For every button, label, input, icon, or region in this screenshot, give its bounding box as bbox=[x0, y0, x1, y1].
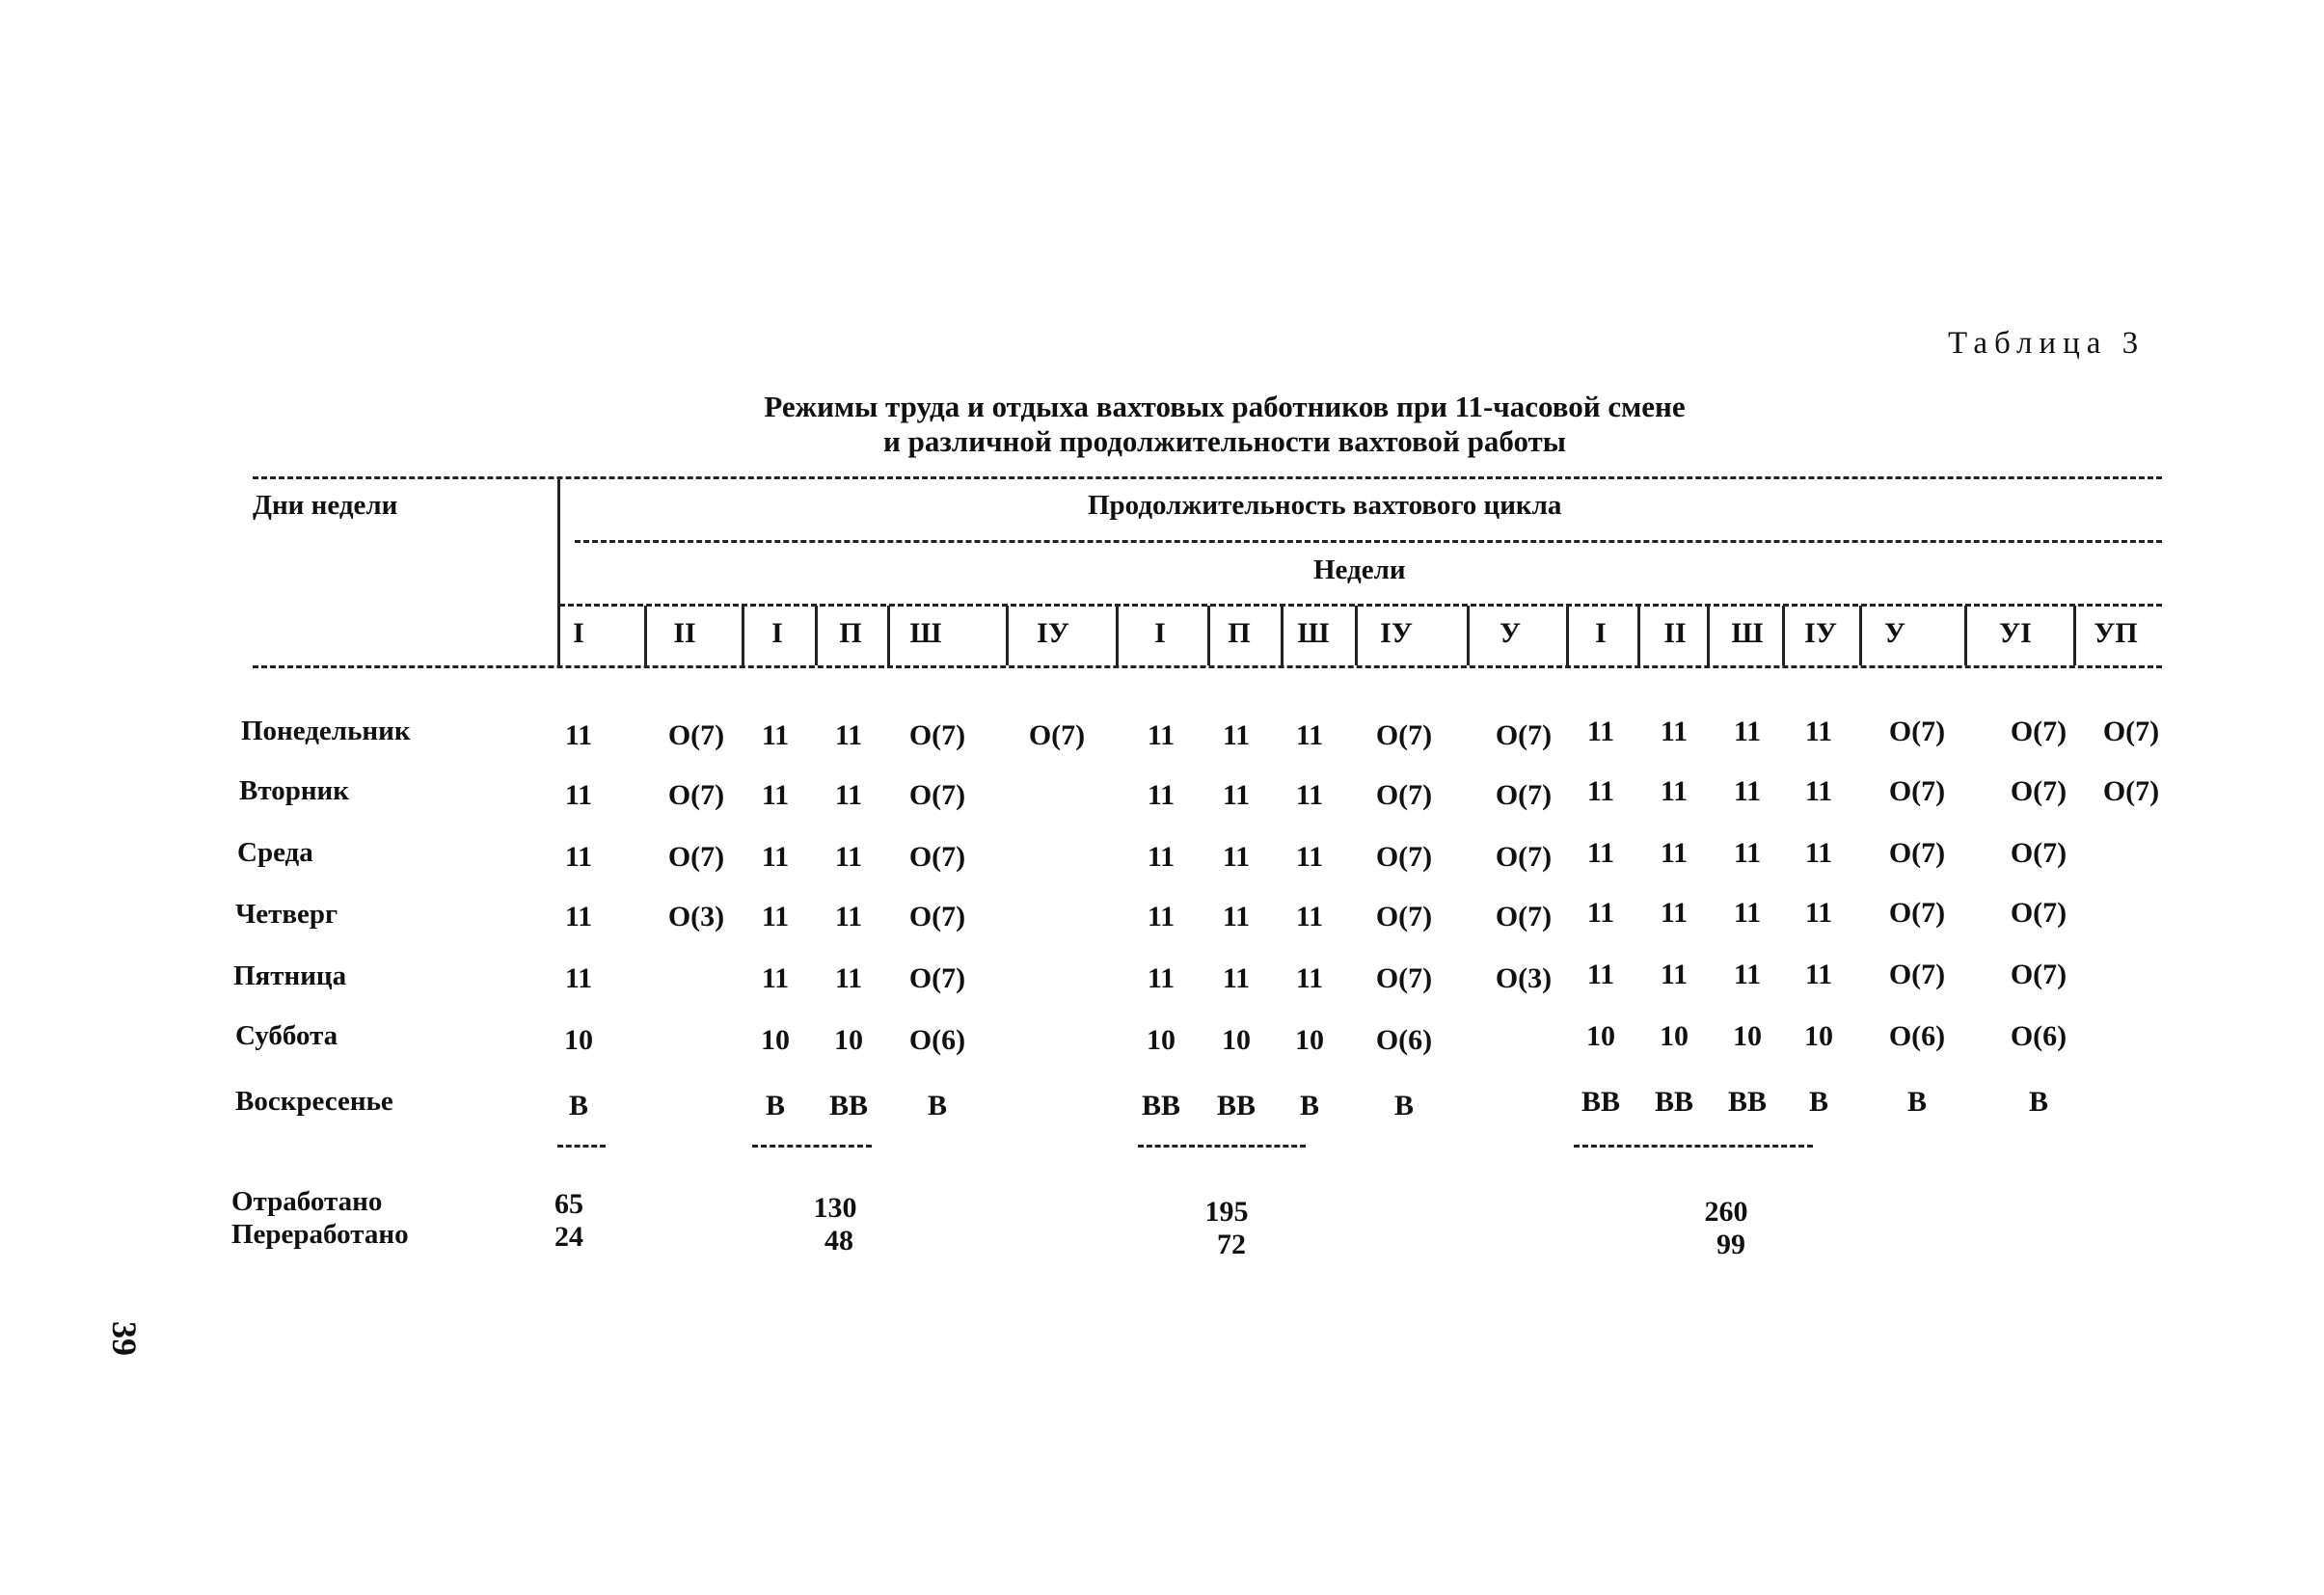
week-tick bbox=[1467, 606, 1470, 665]
schedule-cell: О(6) bbox=[1375, 1024, 1433, 1056]
schedule-cell: 10 bbox=[564, 1024, 593, 1056]
schedule-cell: 11 bbox=[834, 962, 863, 994]
schedule-cell: 11 bbox=[1295, 962, 1324, 994]
weeks-rule bbox=[559, 604, 2162, 607]
schedule-cell: ВВ bbox=[1141, 1090, 1181, 1122]
row-label-saturday: Суббота bbox=[235, 1020, 338, 1051]
schedule-cell: 11 bbox=[1733, 897, 1762, 929]
schedule-cell: 11 bbox=[1295, 719, 1324, 751]
schedule-cell: 11 bbox=[1147, 841, 1176, 873]
schedule-cell: О(7) bbox=[667, 779, 725, 811]
schedule-cell: О(7) bbox=[1028, 719, 1086, 751]
schedule-cell: 11 bbox=[761, 719, 790, 751]
schedule-cell: О(7) bbox=[1888, 775, 1946, 807]
schedule-cell: В bbox=[568, 1090, 588, 1122]
schedule-cell: О(7) bbox=[908, 962, 966, 994]
schedule-cell: 11 bbox=[1804, 897, 1833, 929]
schedule-cell: 11 bbox=[1295, 779, 1324, 811]
schedule-cell: О(6) bbox=[2010, 1020, 2067, 1052]
schedule-cell: 11 bbox=[1147, 719, 1176, 751]
schedule-cell: О(7) bbox=[1375, 779, 1433, 811]
weeks-header: Недели bbox=[1313, 554, 1406, 585]
schedule-cell: 11 bbox=[1733, 716, 1762, 747]
schedule-cell: В bbox=[1808, 1086, 1828, 1118]
schedule-cell: 10 bbox=[1147, 1024, 1176, 1056]
week-label-5: Ш bbox=[909, 617, 942, 649]
schedule-cell: 11 bbox=[1147, 779, 1176, 811]
week-label-13: II bbox=[1663, 617, 1687, 649]
cycle-underline bbox=[557, 1145, 606, 1148]
schedule-cell: 11 bbox=[1660, 716, 1689, 747]
cycle-underline bbox=[1138, 1145, 1306, 1148]
overtime-label: Переработано bbox=[231, 1219, 409, 1250]
schedule-cell: 10 bbox=[1222, 1024, 1251, 1056]
table-caption: Таблица 3 bbox=[1948, 326, 2146, 361]
week-tick bbox=[2073, 606, 2076, 665]
schedule-cell: 11 bbox=[1222, 779, 1251, 811]
week-label-12: I bbox=[1595, 617, 1607, 649]
schedule-cell: 11 bbox=[1222, 719, 1251, 751]
schedule-cell: О(7) bbox=[1495, 779, 1553, 811]
row-label-wednesday: Среда bbox=[237, 837, 313, 868]
schedule-cell: О(7) bbox=[908, 901, 966, 933]
week-label-17: УI bbox=[1999, 617, 2032, 649]
week-label-16: У bbox=[1883, 617, 1906, 649]
schedule-cell: 11 bbox=[761, 841, 790, 873]
worked-value: 260 bbox=[1704, 1196, 1748, 1228]
header-top-rule bbox=[253, 476, 2162, 479]
schedule-cell: 11 bbox=[564, 901, 593, 933]
overtime-value: 72 bbox=[1217, 1229, 1246, 1260]
schedule-cell: 11 bbox=[1586, 897, 1615, 929]
schedule-cell: 11 bbox=[761, 779, 790, 811]
row-label-monday: Понедельник bbox=[241, 716, 411, 746]
cycle-underline bbox=[752, 1145, 872, 1148]
schedule-cell: О(7) bbox=[908, 719, 966, 751]
schedule-cell: О(7) bbox=[667, 719, 725, 751]
row-label-sunday: Воскресенье bbox=[235, 1086, 393, 1117]
week-label-8: П bbox=[1228, 617, 1251, 649]
schedule-cell: 11 bbox=[761, 962, 790, 994]
schedule-cell: 11 bbox=[1660, 837, 1689, 869]
schedule-cell: 11 bbox=[834, 779, 863, 811]
worked-value: 195 bbox=[1204, 1196, 1249, 1228]
week-label-4: П bbox=[839, 617, 862, 649]
schedule-cell: 11 bbox=[761, 901, 790, 933]
week-label-18: УП bbox=[2094, 617, 2138, 649]
header-bottom-rule bbox=[253, 665, 2162, 668]
week-label-9: Ш bbox=[1297, 617, 1330, 649]
worked-label: Отработано bbox=[231, 1186, 383, 1217]
week-label-3: I bbox=[771, 617, 783, 649]
schedule-cell: ВВ bbox=[1216, 1090, 1257, 1122]
schedule-cell: 11 bbox=[1586, 775, 1615, 807]
schedule-cell: О(6) bbox=[908, 1024, 966, 1056]
overtime-value: 24 bbox=[554, 1221, 583, 1253]
schedule-cell: 11 bbox=[1660, 897, 1689, 929]
schedule-cell: 11 bbox=[1147, 901, 1176, 933]
schedule-cell: О(7) bbox=[1495, 719, 1553, 751]
schedule-cell: 11 bbox=[564, 719, 593, 751]
week-label-15: IУ bbox=[1804, 617, 1837, 649]
schedule-cell: О(7) bbox=[2102, 716, 2160, 747]
schedule-cell: О(3) bbox=[667, 901, 725, 933]
schedule-cell: О(6) bbox=[1888, 1020, 1946, 1052]
schedule-cell: О(7) bbox=[1375, 901, 1433, 933]
schedule-cell: 11 bbox=[834, 841, 863, 873]
week-label-14: Ш bbox=[1731, 617, 1764, 649]
schedule-cell: 11 bbox=[1660, 959, 1689, 990]
page-number: 39 bbox=[105, 1321, 144, 1356]
schedule-cell: 11 bbox=[1804, 837, 1833, 869]
schedule-cell: О(7) bbox=[2010, 775, 2067, 807]
schedule-cell: ВВ bbox=[1654, 1086, 1694, 1118]
schedule-cell: 11 bbox=[1147, 962, 1176, 994]
week-tick bbox=[1006, 606, 1009, 665]
overtime-value: 48 bbox=[824, 1225, 853, 1257]
schedule-cell: 11 bbox=[1733, 837, 1762, 869]
schedule-cell: О(7) bbox=[2102, 775, 2160, 807]
schedule-cell: 11 bbox=[1804, 716, 1833, 747]
schedule-cell: 11 bbox=[834, 719, 863, 751]
schedule-cell: О(3) bbox=[1495, 962, 1553, 994]
schedule-cell: О(7) bbox=[908, 779, 966, 811]
cycle-header: Продолжительность вахтового цикла bbox=[1088, 490, 1562, 521]
schedule-cell: О(7) bbox=[908, 841, 966, 873]
schedule-cell: 11 bbox=[1295, 901, 1324, 933]
week-label-11: У bbox=[1499, 617, 1522, 649]
schedule-cell: 10 bbox=[1586, 1020, 1615, 1052]
overtime-value: 99 bbox=[1716, 1229, 1745, 1260]
schedule-cell: О(7) bbox=[1888, 837, 1946, 869]
schedule-cell: О(7) bbox=[1375, 962, 1433, 994]
week-label-10: IУ bbox=[1380, 617, 1413, 649]
schedule-cell: 10 bbox=[834, 1024, 863, 1056]
schedule-cell: В bbox=[927, 1090, 947, 1122]
table-title-line-2: и различной продолжительности вахтовой работы bbox=[883, 424, 1566, 458]
cycle-underline bbox=[1574, 1145, 1813, 1148]
schedule-cell: ВВ bbox=[1581, 1086, 1621, 1118]
schedule-cell: 11 bbox=[1733, 959, 1762, 990]
schedule-cell: 11 bbox=[834, 901, 863, 933]
schedule-cell: О(7) bbox=[2010, 959, 2067, 990]
schedule-cell: 11 bbox=[564, 779, 593, 811]
days-header: Дни недели bbox=[253, 490, 398, 521]
schedule-cell: 11 bbox=[1222, 962, 1251, 994]
schedule-cell: О(7) bbox=[1888, 897, 1946, 929]
schedule-cell: В bbox=[1299, 1090, 1319, 1122]
schedule-cell: В bbox=[1393, 1090, 1414, 1122]
schedule-cell: 11 bbox=[564, 841, 593, 873]
schedule-cell: 11 bbox=[564, 962, 593, 994]
schedule-cell: 11 bbox=[1804, 775, 1833, 807]
schedule-cell: 11 bbox=[1660, 775, 1689, 807]
schedule-cell: 10 bbox=[1660, 1020, 1689, 1052]
schedule-cell: 11 bbox=[1804, 959, 1833, 990]
schedule-cell: О(7) bbox=[1888, 716, 1946, 747]
schedule-cell: 11 bbox=[1222, 901, 1251, 933]
schedule-cell: О(7) bbox=[667, 841, 725, 873]
cycle-rule bbox=[575, 540, 2162, 543]
worked-value: 130 bbox=[813, 1192, 857, 1224]
schedule-cell: ВВ bbox=[1727, 1086, 1768, 1118]
schedule-cell: 11 bbox=[1586, 716, 1615, 747]
week-label-7: I bbox=[1154, 617, 1166, 649]
row-label-thursday: Четверг bbox=[235, 899, 338, 930]
schedule-cell: О(7) bbox=[1495, 841, 1553, 873]
row-label-tuesday: Вторник bbox=[239, 775, 349, 806]
week-tick bbox=[1116, 606, 1119, 665]
schedule-cell: О(7) bbox=[1375, 719, 1433, 751]
row-label-friday: Пятница bbox=[233, 960, 347, 991]
week-tick bbox=[1964, 606, 1967, 665]
schedule-cell: ВВ bbox=[828, 1090, 869, 1122]
schedule-cell: О(7) bbox=[1495, 901, 1553, 933]
schedule-cell: 11 bbox=[1295, 841, 1324, 873]
schedule-cell: 10 bbox=[761, 1024, 790, 1056]
schedule-cell: В bbox=[2028, 1086, 2048, 1118]
worked-value: 65 bbox=[554, 1188, 583, 1220]
week-label-1: I bbox=[573, 617, 584, 649]
schedule-cell: В bbox=[765, 1090, 785, 1122]
schedule-cell: 11 bbox=[1586, 837, 1615, 869]
schedule-cell: 11 bbox=[1222, 841, 1251, 873]
schedule-cell: 10 bbox=[1295, 1024, 1324, 1056]
schedule-cell: 11 bbox=[1733, 775, 1762, 807]
schedule-cell: 11 bbox=[1586, 959, 1615, 990]
schedule-cell: В bbox=[1906, 1086, 1927, 1118]
table-title-line-1: Режимы труда и отдыха вахтовых работников при 11-часовой смене bbox=[764, 390, 1686, 423]
schedule-cell: О(7) bbox=[1375, 841, 1433, 873]
week-label-6: IУ bbox=[1037, 617, 1069, 649]
schedule-cell: О(7) bbox=[1888, 959, 1946, 990]
schedule-cell: О(7) bbox=[2010, 837, 2067, 869]
schedule-cell: 10 bbox=[1733, 1020, 1762, 1052]
week-label-2: II bbox=[673, 617, 696, 649]
schedule-cell: О(7) bbox=[2010, 897, 2067, 929]
schedule-cell: 10 bbox=[1804, 1020, 1833, 1052]
schedule-cell: О(7) bbox=[2010, 716, 2067, 747]
